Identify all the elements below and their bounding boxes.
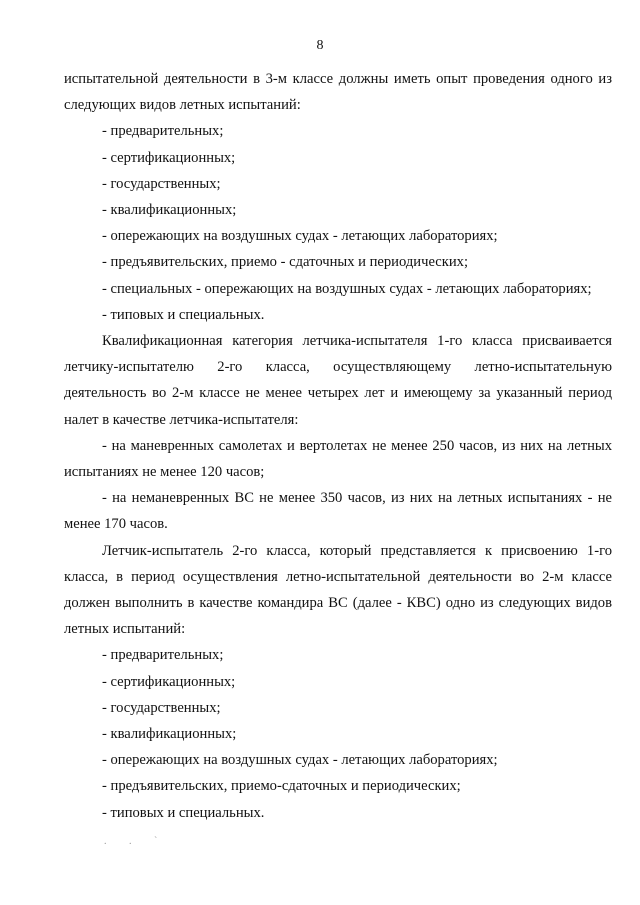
list-item: - предъявительских, приемо-сдаточных и периодических;	[102, 778, 461, 795]
list-item: - типовых и специальных.	[102, 804, 265, 821]
list-item: - предварительных;	[102, 647, 224, 664]
list-item: - сертификационных;	[102, 673, 236, 690]
document-body	[64, 66, 612, 826]
paragraph: Летчик-испытатель 2-го класса, который представляется к присвоению 1-го класса, в период осуществления летно-испытательной деятельности во 2-м классе должен выполнить в качестве командира ВС (далее - КВС) одно из следующих видов летных испытаний:	[64, 542, 612, 638]
paragraph: испытательной деятельности в 3-м классе должны иметь опыт проведения одного из следующих видов летных испытаний:	[64, 71, 612, 114]
scan-artifact: . . `	[104, 836, 168, 847]
list-item: - сертификационных;	[102, 149, 236, 166]
list-item: - предварительных;	[102, 123, 224, 140]
paragraph: Квалификационная категория летчика-испытателя 1-го класса присваивается летчику-испытателю 2-го класса, осуществляющему летно-испытательную деятельность во 2-м классе не менее четырех лет и имеющему за указанный период налет в качестве летчика-испытателя:	[64, 333, 612, 428]
page-number: 8	[316, 38, 324, 53]
list-item: - предъявительских, приемо - сдаточных и периодических;	[102, 254, 469, 271]
list-item: - квалификационных;	[102, 726, 237, 743]
list-item: - квалификационных;	[102, 202, 237, 219]
list-item: - государственных;	[102, 175, 221, 192]
list-item: - государственных;	[102, 699, 221, 716]
list-item: - опережающих на воздушных судах - летающих лабораториях;	[102, 228, 498, 245]
list-item: - опережающих на воздушных судах - летающих лабораториях;	[102, 752, 498, 769]
list-item: - специальных - опережающих на воздушных судах - летающих лабораториях;	[102, 280, 592, 297]
list-item: - типовых и специальных.	[102, 306, 265, 323]
list-item: - на маневренных самолетах и вертолетах не менее 250 часов, из них на летных испытаниях не менее 120 часов;	[64, 437, 612, 481]
list-item: - на неманевренных ВС не менее 350 часов, из них на летных испытаниях - не менее 170 часов.	[64, 490, 612, 533]
